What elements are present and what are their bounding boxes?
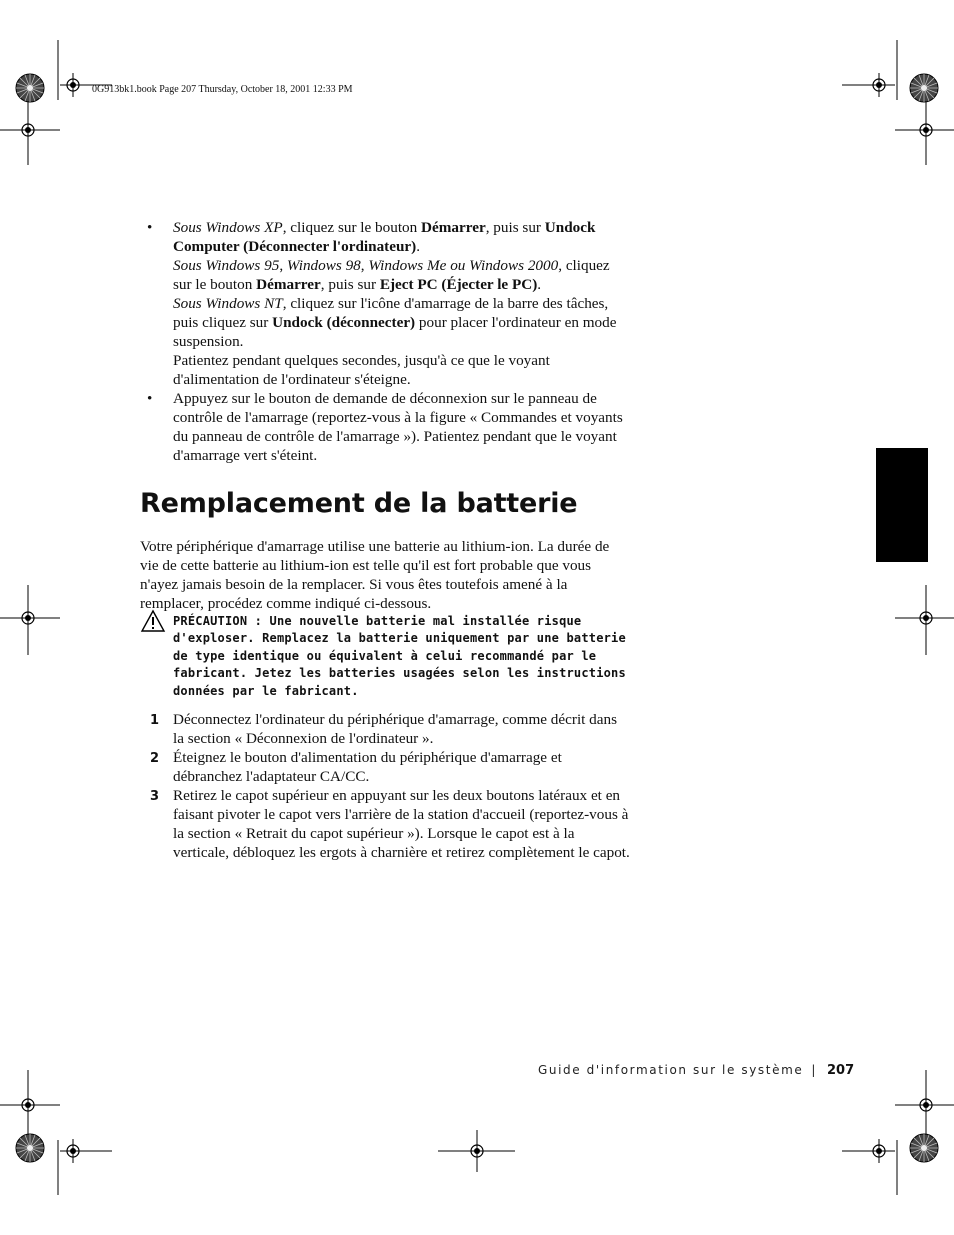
bullet-item: [140, 389, 630, 465]
text-run: , cliquez sur le bouton: [173, 257, 610, 293]
text-run: Sous Windows NT: [173, 295, 283, 312]
numbered-steps: [140, 710, 630, 862]
text-run: , puis sur: [320, 276, 380, 293]
page-content: [140, 218, 630, 862]
footer-guide-title: Guide d'information sur le système: [538, 1063, 804, 1077]
step-number: 2: [150, 751, 160, 767]
text-run: Patientez pendant quelques secondes, jusqu'à ce que le voyant d'alimentation de l'ordinateur s'éteigne.: [173, 352, 550, 388]
step-text: Retirez le capot supérieur en appuyant sur les deux boutons latéraux et en faisant pivoter le capot vers l'arrière de la station d'accueil (reportez-vous à la section « Retrait du capot supérieur »). Lorsque le capot est à la verticale, débloquez les ergots à charnière et retirez complètement le capot.: [173, 787, 630, 862]
section-heading: Remplacement de la batterie: [140, 488, 578, 519]
step-number: 1: [150, 713, 160, 729]
text-run: ,: [360, 257, 369, 274]
text-run: Undock Computer (Déconnecter l'ordinateur): [173, 219, 596, 255]
step-text: Éteignez le bouton d'alimentation du périphérique d'amarrage et débranchez l'adaptateur CA/CC.: [173, 749, 562, 786]
step-number: 3: [150, 789, 160, 805]
text-run: Démarrer: [256, 276, 321, 293]
text-run: Eject PC (Éjecter le PC): [379, 276, 538, 293]
caution-note: [140, 613, 630, 700]
page-number: 207: [827, 1063, 855, 1078]
text-run: pour placer l'ordinateur en mode suspension.: [173, 314, 617, 350]
chapter-tab: [876, 448, 928, 562]
bullet-subparagraph: [140, 294, 630, 351]
text-run: , puis sur: [485, 219, 545, 236]
text-run: .: [537, 276, 542, 293]
text-run: Appuyez sur le bouton de demande de déconnexion sur le panneau de contrôle de l'amarrage (reportez-vous à la figure « Commandes et voyants du panneau de contrôle de l'amarrage »). Patientez pendant que le voyant d'amarrage vert s'éteint.: [173, 390, 623, 464]
text-run: Windows 98: [286, 257, 361, 274]
step-text: Déconnectez l'ordinateur du périphérique d'amarrage, comme décrit dans la section « Déconnexion de l'ordinateur ».: [173, 711, 618, 748]
intro-paragraph: Votre périphérique d'amarrage utilise une batterie au lithium-ion. La durée de vie de cette batterie au lithium-ion est telle qu'il est fort probable que vous n'ayez jamais besoin de la remplacer. Si vous êtes toutefois amené à la remplacer, procédez comme indiqué ci-dessous.: [140, 538, 610, 612]
print-slug: 0G913bk1.book Page 207 Thursday, October 18, 2001 12:33 PM: [92, 84, 353, 95]
text-run: Sous Windows 95: [173, 257, 280, 274]
step-item: [140, 710, 630, 748]
footer-separator: |: [811, 1063, 817, 1077]
text-run: Windows Me ou Windows 2000: [368, 257, 559, 274]
bullet-item: [140, 218, 630, 256]
bullet-subparagraph: [140, 256, 630, 294]
bullet-marker: •: [147, 390, 153, 407]
caution-text: PRÉCAUTION : Une nouvelle batterie mal installée risque d'exploser. Remplacez la batterie uniquement par une batterie de type identique ou équivalent à celui recommandé par le fabricant. Jetez les batteries usagées selon les instructions données par le fabricant.: [173, 614, 626, 698]
warning-triangle-icon: [140, 609, 166, 633]
bullet-list: [140, 218, 630, 465]
text-run: Démarrer: [421, 219, 486, 236]
bullet-marker: •: [147, 219, 153, 236]
page-footer: [538, 1063, 854, 1078]
text-run: .: [416, 238, 421, 255]
text-run: , cliquez sur le bouton: [282, 219, 422, 236]
step-item: [140, 786, 630, 862]
text-run: Sous Windows XP: [173, 219, 283, 236]
step-item: [140, 748, 630, 786]
text-run: ,: [279, 257, 287, 274]
bullet-subparagraph: [140, 351, 630, 389]
text-run: Undock (déconnecter): [272, 314, 416, 331]
text-run: , cliquez sur l'icône d'amarrage de la barre des tâches, puis cliquez sur: [173, 295, 609, 331]
